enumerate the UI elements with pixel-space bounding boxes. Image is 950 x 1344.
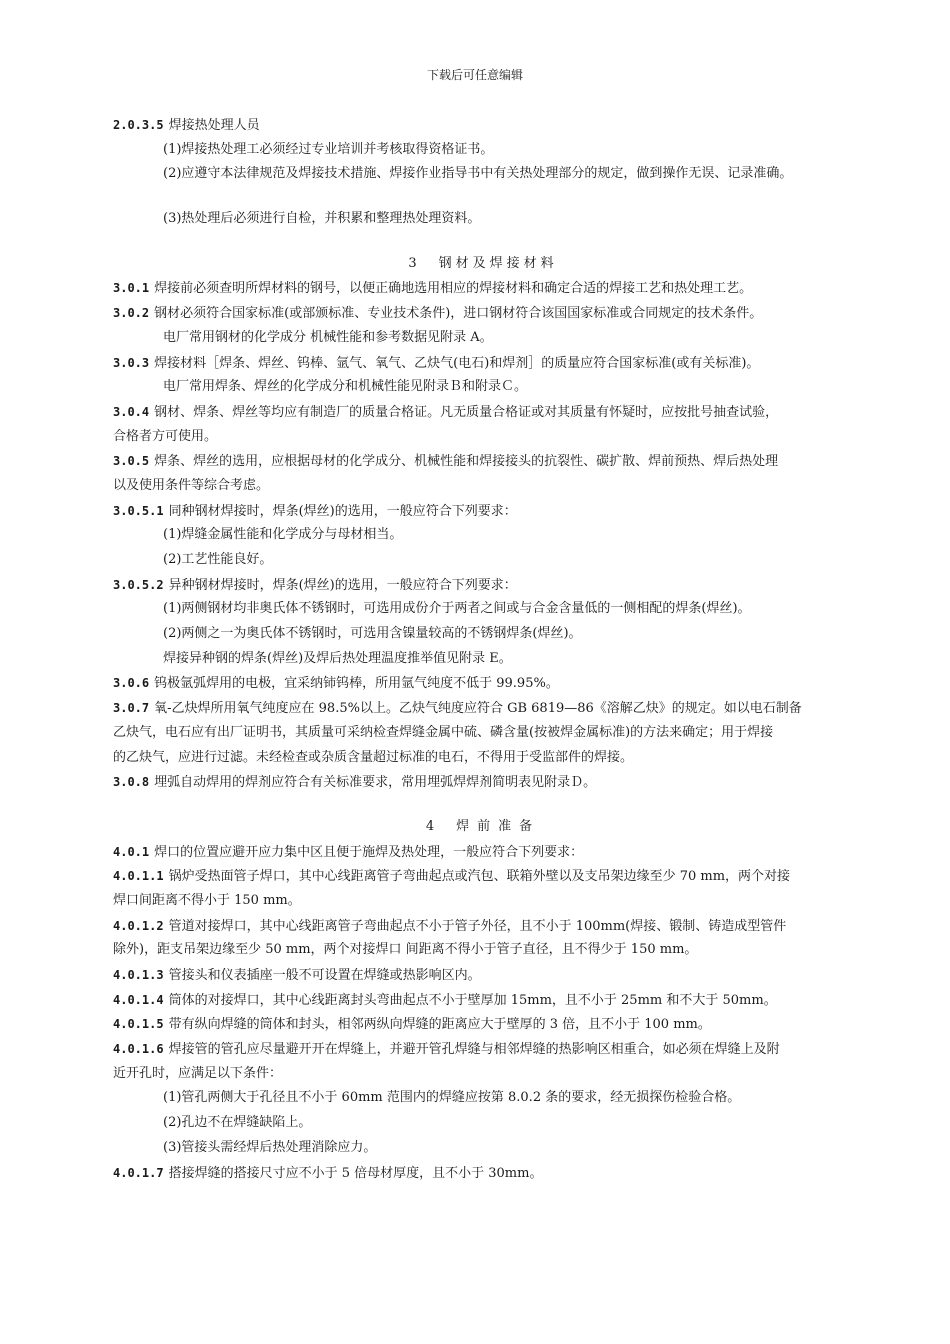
clause-4013 xyxy=(113,963,853,988)
clause-text: 钢材必须符合国家标准(或部颁标准、专业技术条件)，进口钢材符合该国国家标准或合同规定的技术条件。 xyxy=(154,306,763,322)
clause-text: 焊条、焊丝的选用，应根据母材的化学成分、机械性能和焊接接头的抗裂性、碳扩散、焊前预热、焊后热处理 xyxy=(154,454,779,470)
clause-text: 埋弧自动焊用的焊剂应符合有关标准要求，常用埋弧焊焊剂简明表见附录Ｄ。 xyxy=(154,775,597,791)
clause-4014 xyxy=(113,988,853,1013)
clause-text: 搭接焊缝的搭接尺寸应不小于 5 倍母材厚度，且不小于 30mm。 xyxy=(168,1165,543,1181)
clause-text: 焊接前必须查明所焊材料的钢号，以便正确地选用相应的焊接材料和确定合适的焊接工艺和热处理工艺。 xyxy=(154,281,753,297)
clause-4012 xyxy=(113,914,853,939)
clause-number: 3.0.5 xyxy=(113,454,150,469)
clause-308 xyxy=(113,770,853,795)
list-item: (2)两侧之一为奥氏体不锈钢时，可选用含镍量较高的不锈钢焊条(焊丝)。 xyxy=(163,626,582,642)
clause-text: 钢材、焊条、焊丝等均应有制造厂的质量合格证。凡无质量合格证或对其质量有怀疑时，应按批号抽查试验， xyxy=(154,404,779,420)
clause-4016 xyxy=(113,1037,853,1062)
list-item: (2)孔边不在焊缝缺陷上。 xyxy=(163,1115,312,1131)
chapter-title: 钢材及焊接材料 xyxy=(438,255,558,271)
list-item: 焊接异种钢的焊条(焊丝)及焊后热处理温度推举值见附录 E。 xyxy=(163,650,512,666)
clause-text: 锅炉受热面管子焊口，其中心线距离管子弯曲起点或汽包、联箱外壁以及支吊架边缘至少 70 mm，两个对接 xyxy=(168,869,791,885)
clause-text: 焊口的位置应避开应力集中区且便于施焊及热处理，一般应符合下列要求： xyxy=(154,844,584,860)
clause-3051 xyxy=(113,499,853,524)
chapter-number: 4 xyxy=(425,818,435,834)
chapter-number: 3 xyxy=(408,255,417,271)
clause-4015 xyxy=(113,1012,853,1037)
clause-number: 4.0.1.3 xyxy=(113,968,164,982)
clause-4017 xyxy=(113,1161,853,1186)
clause-306 xyxy=(113,671,853,696)
clause-number: 3.0.4 xyxy=(113,404,150,419)
clause-text: 筒体的对接焊口，其中心线距离封头弯曲起点不小于壁厚加 15mm，且不小于 25mm 和不大于 50mm。 xyxy=(168,992,777,1008)
clause-4011-cont: 焊口间距离不得小于 150 mm。 xyxy=(113,892,301,908)
clause-text: 钨极氩弧焊用的电极，宜采纳铈钨棒，所用氩气纯度不低于 99.95%。 xyxy=(154,676,559,692)
clause-number: 4.0.1.7 xyxy=(113,1165,164,1180)
clause-302-note: 电厂常用钢材的化学成分 机械性能和参考数据见附录 A。 xyxy=(163,329,493,345)
clause-number: 4.0.1.1 xyxy=(113,869,164,884)
clause-number: 3.0.6 xyxy=(113,676,150,691)
clause-text: 氧-乙炔焊所用氧气纯度应在 98.5%以上。乙炔气纯度应符合 GB 6819—86《溶解乙炔》的规定。如以电石制备 xyxy=(154,701,802,717)
clause-307-cont: 的乙炔气，应进行过滤。未经检查或杂质含量超过标准的电石，不得用于受监部件的焊接。 xyxy=(113,749,634,765)
clause-text: 焊接材料［焊条、焊丝、钨棒、氩气、氧气、乙炔气(电石)和焊剂］的质量应符合国家标准(或有关标准)。 xyxy=(154,355,760,371)
clause-304 xyxy=(113,400,853,425)
clause-text: 带有纵向焊缝的筒体和封头，相邻两纵向焊缝的距离应大于壁厚的 3 倍，且不小于 100 mm。 xyxy=(168,1017,711,1033)
list-item: (3)热处理后必须进行自检，并积累和整理热处理资料。 xyxy=(163,211,481,227)
list-item: (3)管接头需经焊后热处理消除应力。 xyxy=(163,1139,377,1155)
clause-text: 异种钢材焊接时，焊条(焊丝)的选用，一般应符合下列要求： xyxy=(168,577,517,593)
clause-number: 4.0.1.6 xyxy=(113,1042,164,1057)
clause-number: 3.0.3 xyxy=(113,355,150,370)
list-item: (1)焊缝金属性能和化学成分与母材相当。 xyxy=(163,527,403,543)
document-body xyxy=(113,113,853,1185)
clause-4012-cont: 除外)，距支吊架边缘至少 50 mm，两个对接焊口 间距离不得小于管子直径，且不得少于 150 mm。 xyxy=(113,942,698,958)
clause-305 xyxy=(113,449,853,474)
clause-number: 3.0.1 xyxy=(113,281,150,296)
list-item: (1)两侧钢材均非奥氏体不锈钢时，可选用成份介于两者之间或与合金含量低的一侧相配的焊条(焊丝)。 xyxy=(163,601,751,617)
clause-401 xyxy=(113,840,853,865)
clause-304-cont: 合格者方可使用。 xyxy=(113,428,218,444)
list-item: (1)焊接热处理工必须经过专业培训并考核取得资格证书。 xyxy=(163,141,494,157)
clause-number: 4.0.1.4 xyxy=(113,992,164,1007)
clause-number: 3.0.7 xyxy=(113,701,150,716)
clause-307-cont: 乙炔气，电石应有出厂证明书，其质量可采纳检查焊缝金属中硫、磷含量(按被焊金属标准)的方法来确定；用于焊接 xyxy=(113,724,774,740)
clause-303 xyxy=(113,351,853,376)
clause-number: 4.0.1.2 xyxy=(113,918,164,933)
clause-3052 xyxy=(113,573,853,598)
chapter-title: 焊前准备 xyxy=(456,818,541,834)
list-item: (2)应遵守本法律规范及焊接技术措施、焊接作业指导书中有关热处理部分的规定，做到操作无误、记录准确。 xyxy=(163,166,793,182)
clause-number: 3.0.2 xyxy=(113,306,150,321)
clause-305-cont: 以及使用条件等综合考虑。 xyxy=(113,477,270,493)
clause-4011 xyxy=(113,864,853,889)
clause-307 xyxy=(113,696,853,721)
clause-number: 3.0.5.2 xyxy=(113,577,164,592)
clause-number: 4.0.1 xyxy=(113,844,150,859)
clause-4016-cont: 近开孔时，应满足以下条件： xyxy=(113,1065,283,1081)
clause-text: 焊接管的管孔应尽量避开开在焊缝上，并避开管孔焊缝与相邻焊缝的热影响区相重合，如必须在焊缝上及附 xyxy=(168,1042,780,1058)
clause-number: 3.0.8 xyxy=(113,775,150,790)
clause-text: 管接头和仪表插座一般不可设置在焊缝或热影响区内。 xyxy=(168,968,481,983)
chapter-3-title xyxy=(113,252,853,277)
clause-text: 同种钢材焊接时，焊条(焊丝)的选用，一般应符合下列要求： xyxy=(168,503,517,519)
clause-number: 4.0.1.5 xyxy=(113,1017,164,1032)
section-2035-heading xyxy=(113,113,853,138)
clause-number: 3.0.5.1 xyxy=(113,503,164,518)
clause-text: 管道对接焊口，其中心线距离管子弯曲起点不小于管子外径，且不小于 100mm(焊接、锻制、铸造成型管件 xyxy=(168,918,787,934)
list-item: (2)工艺性能良好。 xyxy=(163,552,273,567)
clause-301 xyxy=(113,276,853,301)
chapter-4-title xyxy=(113,815,853,840)
section-number: 2.0.3.5 xyxy=(113,118,164,132)
clause-302 xyxy=(113,301,853,326)
list-item: (1)管孔两侧大于孔径且不小于 60mm 范围内的焊缝应按第 8.0.2 条的要求，经无损探伤检验合格。 xyxy=(163,1090,741,1106)
section-title: 焊接热处理人员 xyxy=(168,118,260,133)
page-header: 下载后可任意编辑 xyxy=(426,68,523,82)
clause-303-note: 电厂常用焊条、焊丝的化学成分和机械性能见附录Ｂ和附录Ｃ。 xyxy=(163,379,528,395)
